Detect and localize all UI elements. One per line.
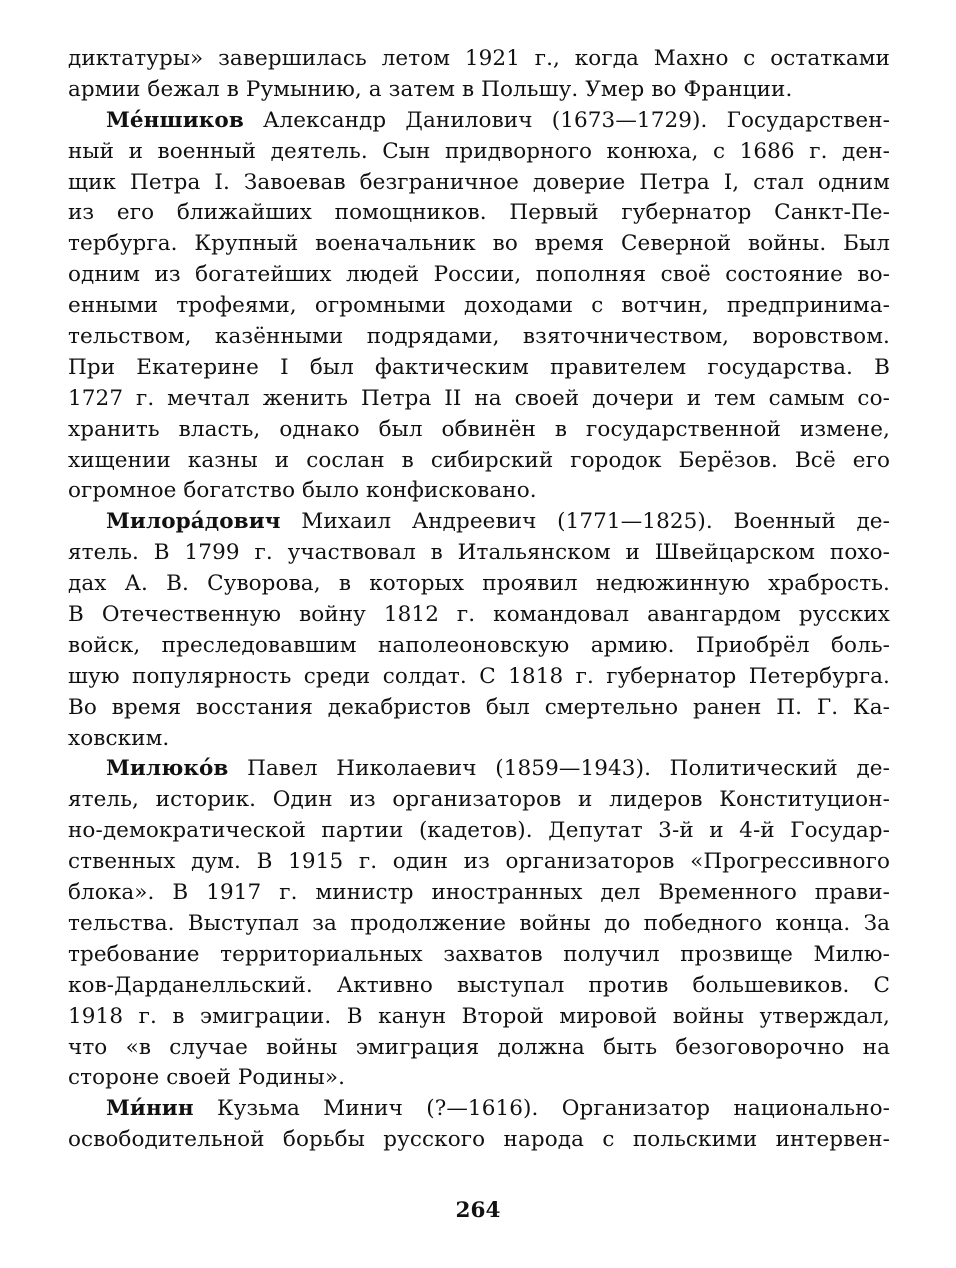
text-line: 1727 г. мечтал женить Петра II на своей дочери и тем самым со- bbox=[68, 385, 890, 411]
page-number: 264 bbox=[455, 1198, 501, 1223]
text-line: 1918 г. в эмиграции. В канун Второй мировой войны утверждал, bbox=[68, 1003, 890, 1029]
text-line: хищении казны и сослан в сибирский городок Берёзов. Всё его bbox=[68, 447, 890, 473]
entry-first-line-text: Михаил Андреевич (1771—1825). Военный де- bbox=[280, 509, 890, 535]
text-line: При Екатерине I был фактическим правителем государства. В bbox=[68, 354, 890, 380]
text-line: освободительной борьбы русского народа с польскими интервен- bbox=[68, 1127, 890, 1153]
headword: Ме́ншиков bbox=[106, 107, 244, 133]
text-line: шую популярность среди солдат. С 1818 г. губернатор Петербурга. bbox=[68, 663, 890, 689]
entry-miloradovich bbox=[68, 507, 890, 754]
text-line: Во время восстания декабристов был смертельно ранен П. Г. Ка- bbox=[68, 694, 890, 720]
entry-menshikov bbox=[68, 106, 890, 508]
text-line: ный и военный деятель. Сын придворного конюха, с 1686 г. ден- bbox=[68, 138, 890, 164]
text-line: ятель, историк. Один из организаторов и лидеров Конституцион- bbox=[68, 787, 890, 813]
text-line: В Отечественную войну 1812 г. командовал авангардом русских bbox=[68, 602, 890, 628]
text-line: ятель. В 1799 г. участвовал в Итальянском и Швейцарском похо- bbox=[68, 540, 890, 566]
text-line: из его ближайших помощников. Первый губернатор Санкт-Пе- bbox=[68, 200, 890, 226]
text-line: ков-Дарданелльский. Активно выступал против большевиков. С bbox=[68, 972, 890, 998]
entry-first-line-text: Александр Данилович (1673—1729). Государствен- bbox=[243, 107, 890, 133]
headword: Ми́нин bbox=[106, 1096, 194, 1122]
text-line: требование территориальных захватов получил прозвище Милю- bbox=[68, 941, 890, 967]
text-line: но-демократической партии (кадетов). Депутат 3-й и 4-й Государ- bbox=[68, 818, 890, 844]
entry-milyukov bbox=[68, 754, 890, 1094]
text-line: стороне своей Родины». bbox=[68, 1065, 346, 1091]
text-line: тельством, казёнными подрядами, взяточничеством, воровством. bbox=[68, 324, 890, 350]
document-page bbox=[68, 44, 890, 1156]
text-line: хранить власть, однако был обвинён в государственной измене, bbox=[68, 416, 890, 442]
entry-minin bbox=[68, 1094, 890, 1156]
entry-first-line bbox=[68, 507, 890, 538]
entry-first-line-text: Павел Николаевич (1859—1943). Политический де- bbox=[228, 756, 890, 782]
entry-first-line bbox=[68, 1094, 890, 1125]
text-line: тельства. Выступал за продолжение войны до победного конца. За bbox=[68, 910, 890, 936]
text-line: что «в случае войны эмиграция должна быть безоговорочно на bbox=[68, 1034, 890, 1060]
text-line: блока». В 1917 г. министр иностранных дел Временного прави- bbox=[68, 880, 890, 906]
headword: Милюко́в bbox=[106, 756, 229, 782]
text-line: войск, преследовавшим наполеоновскую армию. Приобрёл боль- bbox=[68, 632, 890, 658]
text-line: одним из богатейших людей России, пополняя своё состояние во- bbox=[68, 262, 890, 288]
entry-first-line-text: Кузьма Минич (?—1616). Организатор национально- bbox=[193, 1096, 890, 1122]
entry-makhno-continuation bbox=[68, 44, 890, 106]
entry-first-line bbox=[68, 754, 890, 785]
text-line: ховским. bbox=[68, 725, 170, 751]
text-line: щик Петра I. Завоевав безграничное доверие Петра I, стал одним bbox=[68, 169, 890, 195]
entry-first-line bbox=[68, 106, 890, 137]
text-line: армии бежал в Румынию, а затем в Польшу. Умер во Франции. bbox=[68, 76, 793, 102]
headword: Милора́дович bbox=[106, 509, 281, 535]
text-line: енными трофеями, огромными доходами с вотчин, предпринима- bbox=[68, 293, 890, 319]
text-line: ственных дум. В 1915 г. один из организаторов «Прогрессивного bbox=[68, 849, 890, 875]
text-line: огромное богатство было конфисковано. bbox=[68, 478, 537, 504]
text-line: диктатуры» завершилась летом 1921 г., когда Махно с остатками bbox=[68, 46, 890, 71]
text-line: тербурга. Крупный военачальник во время Северной войны. Был bbox=[68, 231, 890, 257]
text-line: дах А. В. Суворова, в которых проявил недюжинную храбрость. bbox=[68, 571, 890, 597]
